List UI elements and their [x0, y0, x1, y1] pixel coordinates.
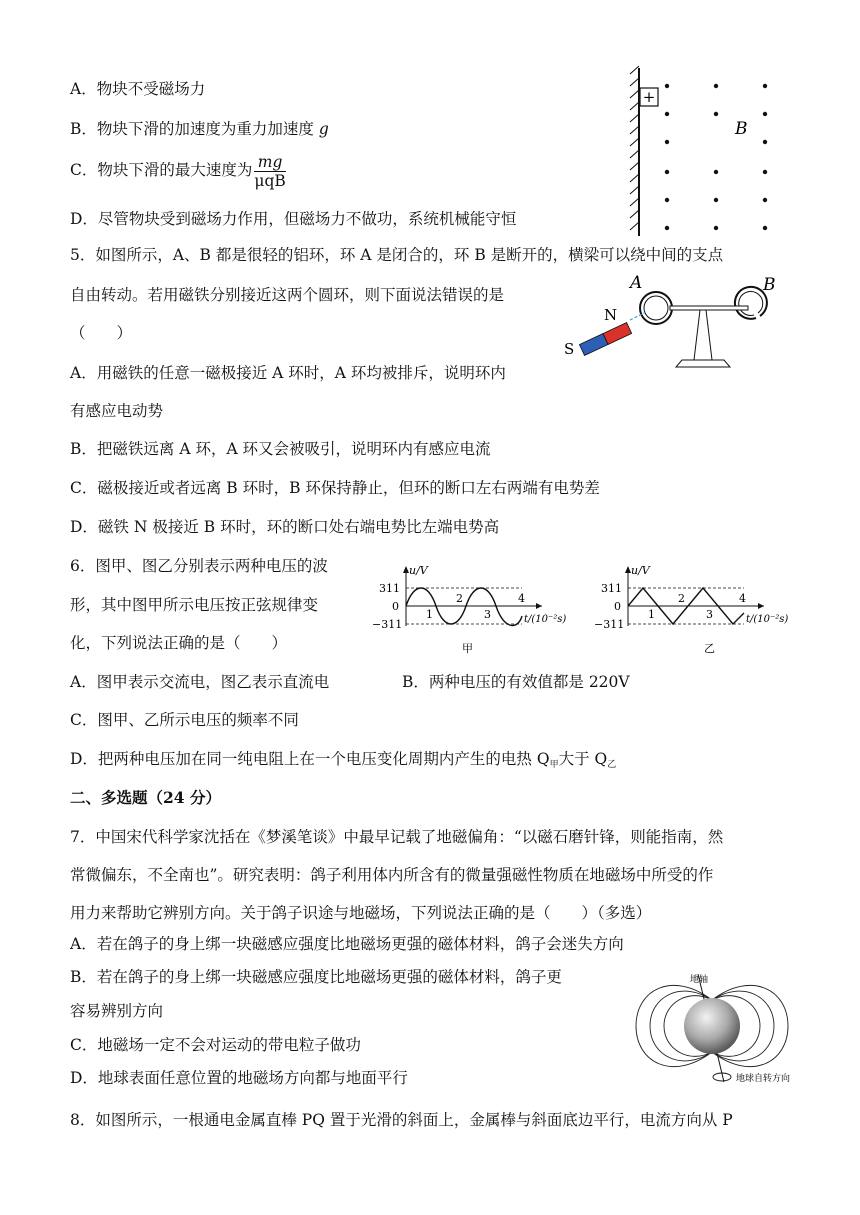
- field-dots: [665, 84, 767, 230]
- earth-rotation-label: 地球自转方向: [736, 1074, 791, 1084]
- q4-option-c-fraction: [254, 153, 285, 190]
- magnet-s-label: S: [564, 340, 575, 358]
- q5-answer-paren: （ ）: [70, 324, 133, 342]
- q4-option-b-var: g: [318, 120, 329, 138]
- q6-option-d-text: D．把两种电压加在同一纯电阻上在一个电压变化周期内产生的电热 Q: [70, 750, 550, 768]
- field-label-b: B: [735, 119, 748, 139]
- q8-stem-line1: 8．如图所示，一根通电金属直棒 PQ 置于光滑的斜面上，金属棒与斜面底边平行，电流方向从 P: [70, 1111, 733, 1129]
- q7-stem-line2: 常微偏东，不全南也”。研究表明：鸽子利用体内所含有的微量强磁性物质在地磁场中所受的作: [70, 866, 714, 884]
- balance-beam: [670, 306, 748, 310]
- q6-option-d: [70, 748, 616, 776]
- q4-option-a: A．物块不受磁场力: [70, 80, 206, 98]
- q7-option-b-line1: B．若在鸽子的身上绑一块磁感应强度比地磁场更强的磁体材料，鸽子更: [70, 968, 562, 986]
- q5-stem-line2: 自由转动。若用磁铁分别接近这两个圆环，则下面说法错误的是: [70, 286, 505, 304]
- q5-option-c: C．磁极接近或者远离 B 环时，B 环保持静止，但环的断口左右两端有电势差: [70, 479, 600, 497]
- q7-stem-line1: 7．中国宋代科学家沈括在《梦溪笔谈》中最早记载了地磁偏角：“以磁石磨针锋，则能指南，然: [70, 828, 724, 846]
- q6-option-c: C．图甲、乙所示电压的频率不同: [70, 711, 299, 729]
- q7-option-d: D．地球表面任意位置的地磁场方向都与地面平行: [70, 1069, 408, 1087]
- q6-option-d-subscript-2: 乙: [607, 760, 617, 770]
- q6-stem-line1: 6．图甲、图乙分别表示两种电压的波: [70, 557, 328, 575]
- q6-option-a: A．图甲表示交流电，图乙表示直流电: [70, 673, 330, 691]
- balance-base: [676, 360, 730, 367]
- q5-stem-line1: 5．如图所示，A、B 都是很轻的铝环，环 A 是闭合的，环 B 是断开的，横梁可以绕中间的支点: [70, 246, 724, 264]
- graph-jia-y-max: 311: [379, 582, 400, 595]
- q4-option-c-text: C．物块下滑的最大速度为: [70, 161, 253, 179]
- sine-wave: [406, 588, 522, 625]
- graph-jia-y-min: −311: [372, 618, 403, 631]
- section-title: 二、多选题（24 分）: [70, 788, 221, 807]
- balance-pillar: [694, 310, 712, 360]
- q7-stem-line3: 用力来帮助它辨别方向。关于鸽子识途与地磁场，下列说法正确的是（ ）（多选）: [70, 904, 652, 922]
- q7-option-b-line2: 容易辨别方向: [70, 1002, 164, 1020]
- graph-yi-origin: 0: [614, 600, 621, 613]
- earth-sphere: [684, 998, 740, 1054]
- graph-jia-tick-2: 2: [456, 592, 463, 605]
- graph-yi-tick-2: 2: [678, 592, 685, 605]
- ring-label-a: A: [630, 273, 643, 293]
- q4-magnetic-field-figure: [625, 64, 785, 240]
- q6-stem-line3: 化，下列说法正确的是（ ）: [70, 634, 288, 652]
- graph-yi-tick-4: 4: [739, 592, 746, 605]
- q6-voltage-graphs: [362, 560, 802, 660]
- q7-earth-magnetic-field-figure: [632, 960, 792, 1090]
- q6-stem-line2: 形，其中图甲所示电压按正弦规律变: [70, 596, 319, 614]
- q5-option-a-line2: 有感应电动势: [70, 402, 164, 420]
- q5-option-a-line1: A．用磁铁的任意一磁极接近 A 环时，A 环均被排斥，说明环内: [70, 364, 506, 382]
- graph-jia-y-axis-label: u/V: [409, 564, 428, 577]
- q4-option-c: [70, 152, 286, 190]
- q5-option-b: B．把磁铁远离 A 环，A 环又会被吸引，说明环内有感应电流: [70, 440, 491, 458]
- graph-yi-tick-3: 3: [706, 608, 713, 621]
- q6-option-d-subscript-1: 甲: [549, 760, 559, 770]
- q7-option-a: A．若在鸽子的身上绑一块磁感应强度比地磁场更强的磁体材料，鸽子会迷失方向: [70, 935, 624, 953]
- q6-option-d-text-mid: 大于 Q: [558, 750, 608, 768]
- fraction-denominator: μqB: [254, 171, 286, 190]
- q6-option-b: B．两种电压的有效值都是 220V: [402, 673, 630, 691]
- graph-yi-tick-1: 1: [648, 608, 655, 621]
- q4-option-d: D．尽管物块受到磁场力作用，但磁场力不做功，系统机械能守恒: [70, 210, 517, 228]
- graph-yi-y-min: −311: [594, 618, 625, 631]
- graph-jia-tick-4: 4: [518, 592, 525, 605]
- bar-magnet: [579, 323, 631, 356]
- q4-option-b-text: B．物块下滑的加速度为重力加速度: [70, 120, 319, 138]
- graph-jia-tick-3: 3: [484, 608, 491, 621]
- graph-jia: [372, 564, 566, 655]
- q7-option-c: C．地磁场一定不会对运动的带电粒子做功: [70, 1036, 361, 1054]
- graph-yi: [594, 564, 788, 655]
- magnet-n-label: N: [604, 306, 618, 324]
- q4-option-b: [70, 118, 329, 140]
- charge-sign: +: [642, 88, 656, 106]
- fraction-numerator: mg: [254, 153, 285, 172]
- graph-yi-x-axis-label: t/(10⁻²s): [746, 614, 789, 625]
- graph-jia-caption: 甲: [462, 642, 473, 655]
- graph-yi-caption: 乙: [704, 642, 715, 655]
- graph-jia-tick-1: 1: [426, 608, 433, 621]
- ring-label-b: B: [763, 275, 776, 295]
- graph-yi-y-max: 311: [601, 582, 622, 595]
- q5-option-d: D．磁铁 N 极接近 B 环时，环的断口处右端电势比左端电势高: [70, 518, 500, 536]
- ring-a: [640, 292, 672, 324]
- q5-ring-balance-figure: [560, 272, 785, 372]
- graph-jia-x-axis-label: t/(10⁻²s): [524, 614, 567, 625]
- graph-jia-origin: 0: [392, 600, 399, 613]
- earth-axis-label: 地轴: [690, 975, 709, 985]
- graph-yi-y-axis-label: u/V: [631, 564, 650, 577]
